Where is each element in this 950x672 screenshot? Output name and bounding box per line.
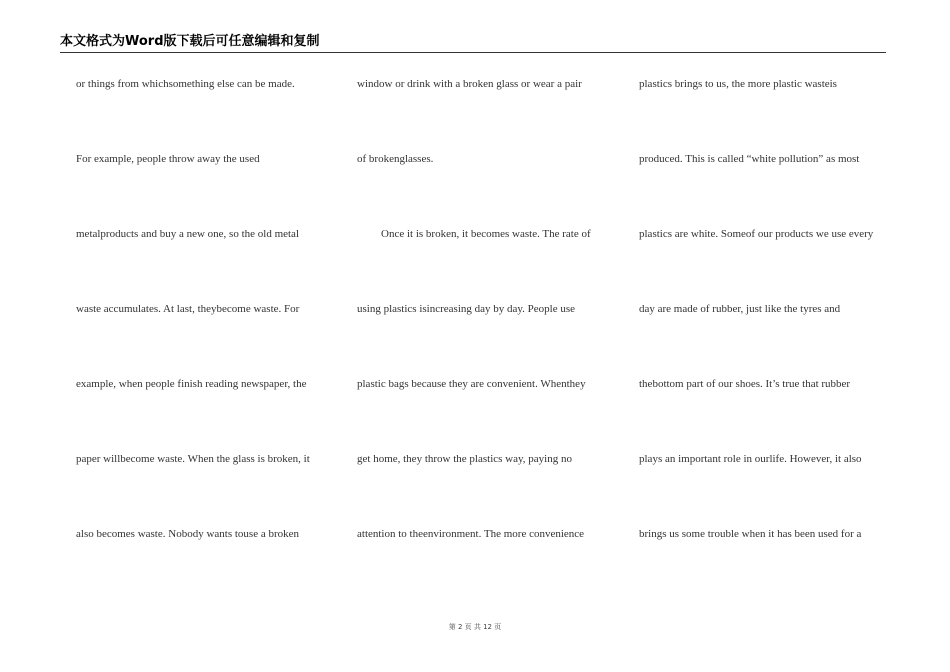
text-line-paragraph-start: Once it is broken, it becomes waste. The rate of xyxy=(381,228,591,240)
text-line: plastics brings to us, the more plastic wasteis xyxy=(639,78,837,90)
text-line: For example, people throw away the used xyxy=(76,153,260,165)
text-line: plastics are white. Someof our products we use every xyxy=(639,228,874,240)
page-number-footer: 第 2 页 共 12 页 xyxy=(448,623,502,631)
text-line: example, when people finish reading newspaper, the xyxy=(76,378,307,390)
text-line: produced. This is called “white pollution” as most xyxy=(639,153,860,165)
text-line: or things from whichsomething else can be made. xyxy=(76,78,295,90)
text-line: metalproducts and buy a new one, so the old metal xyxy=(76,228,299,240)
header-title: 本文格式为Word版下载后可任意编辑和复制 xyxy=(60,34,320,49)
text-line: plays an important role in ourlife. However, it also xyxy=(639,453,862,465)
text-line: paper willbecome waste. When the glass is broken, it xyxy=(76,453,310,465)
text-line: attention to theenvironment. The more convenience xyxy=(357,528,585,540)
text-line: day are made of rubber, just like the tyres and xyxy=(639,303,841,315)
text-line: of brokenglasses. xyxy=(357,153,434,165)
text-line: thebottom part of our shoes. It’s true that rubber xyxy=(639,378,851,390)
text-line: get home, they throw the plastics way, paying no xyxy=(357,453,572,465)
text-line: using plastics isincreasing day by day. People use xyxy=(357,303,576,315)
text-line: waste accumulates. At last, theybecome waste. For xyxy=(76,303,300,315)
text-line: brings us some trouble when it has been used for a xyxy=(639,528,862,540)
text-line: window or drink with a broken glass or wear a pair xyxy=(357,78,582,90)
text-line: also becomes waste. Nobody wants touse a broken xyxy=(76,528,300,540)
page-header xyxy=(60,34,886,53)
text-line: plastic bags because they are convenient. Whenthey xyxy=(357,378,586,390)
